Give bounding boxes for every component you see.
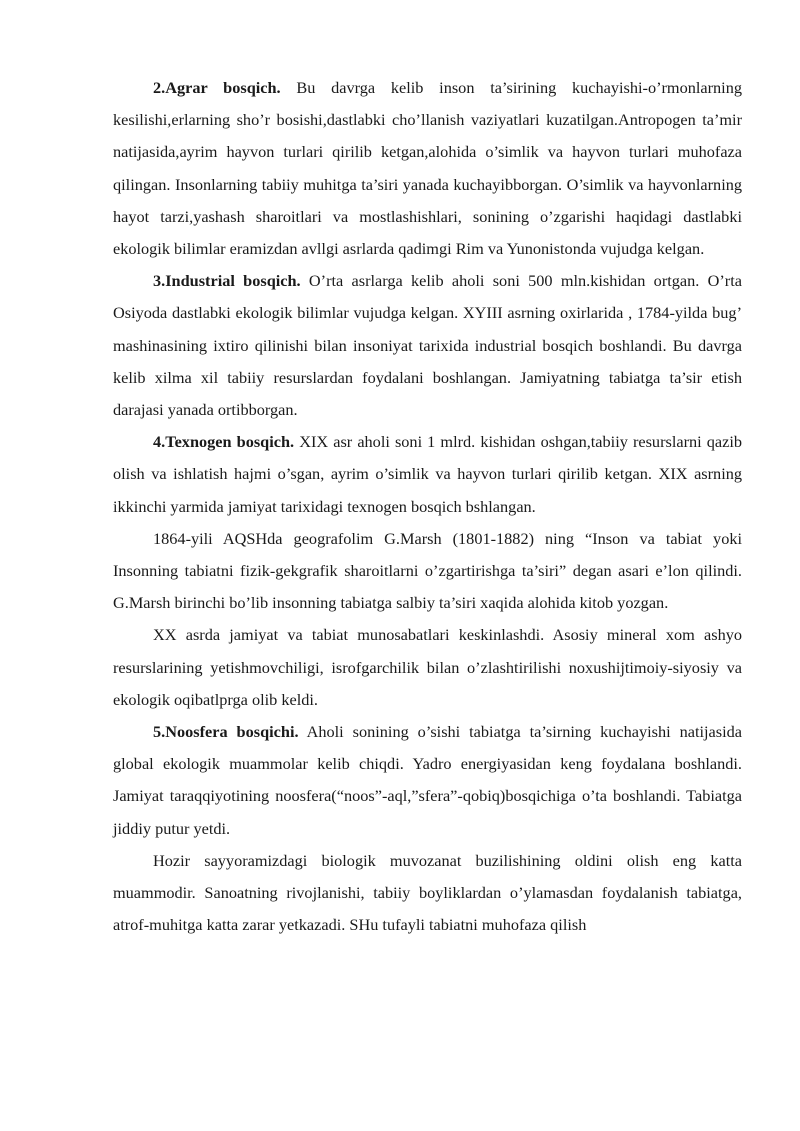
paragraph-text: 1864-yili AQSHda geografolim G.Marsh (1801-1882) ning “Inson va tabiat yoki Insonning tabiatni fizik-gekgrafik sharoitlarni o’zgartirishga ta’siri” degan asari e’lon qilindi. G.Marsh birinchi bo’lib insonning tabiatga salbiy ta’siri xaqida alohida kitob yozgan.: [113, 528, 742, 613]
paragraph-text: O’rta asrlarga kelib aholi soni 500 mln.kishidan ortgan. O’rta Osiyoda dastlabki ekologik bilimlar vujudga kelgan. XYIII asrning oxirlarida , 1784-yilda bug’ mashinasining ixtiro qilinishi bilan insoniyat tarixida industrial bosqich boshlandi. Bu davrga kelib xilma xil tabiiy resurslardan foydalani boshlangan. Jamiyatning tabiatga ta’sir etish darajasi yanada ortibborgan.: [113, 271, 742, 420]
heading-texnogen: 4.Texnogen bosqich.: [153, 432, 295, 452]
paragraph-marsh: [113, 523, 742, 620]
paragraph-text: Bu davrga kelib inson ta’sirining kuchayishi-o’rmonlarning kesilishi,erlarning sho’r bosishi,dastlabki cho’llanish vaziyatlari kuzatilgan.Antropogen ta’mir natijasida,ayrim hayvon turlari qirilib ketgan,alohida o’simlik va hayvon turlari muhofaza qilingan. Insonlarning tabiiy muhitga ta’siri yanada kuchayibborgan. O’simlik va hayvonlarning hayot tarzi,yashash sharoitlari va mostlashishlari, sonining o’zgarishi haqidagi dastlabki ekologik bilimlar eramizdan avllgi asrlarda qadimgi Rim va Yunonistonda vujudga kelgan.: [113, 78, 742, 259]
paragraph-hozir: [113, 845, 742, 942]
paragraph-text: XX asrda jamiyat va tabiat munosabatlari keskinlashdi. Asosiy mineral xom ashyo resurslarining yetishmovchiligi, isrofgarchilik bilan o’zlashtirilishi noxushijtimoiy-siyosiy va ekologik oqibatlprga olib keldi.: [113, 625, 742, 709]
heading-industrial: 3.Industrial bosqich.: [153, 271, 301, 291]
paragraph-texnogen: [113, 426, 742, 523]
document-page: [113, 72, 742, 941]
paragraph-text: Hozir sayyoramizdagi biologik muvozanat buzilishining oldini olish eng katta muammodir. Sanoatning rivojlanishi, tabiiy boyliklardan o’ylamasdan foydalanish tabiatga, atrof-muhitga katta zarar yetkazadi. SHu tufayli tabiatni muhofaza qilish: [113, 850, 742, 935]
heading-agrar: 2.Agrar bosqich.: [153, 78, 281, 97]
paragraph-text: Aholi sonining o’sishi tabiatga ta’sirning kuchayishi natijasida global ekologik muammolar kelib chiqdi. Yadro energiyasidan keng foydalana boshlandi. Jamiyat taraqqiyotining noosfera(“noos”-aql,”sfera”-qobiq)bosqichiga o’ta boshlandi. Tabiatga jiddiy putur yetdi.: [113, 722, 742, 838]
paragraph-text: XIX asr aholi soni 1 mlrd. kishidan oshgan,tabiiy resurslarni qazib olish va ishlatish hajmi o’sgan, ayrim o’simlik va hayvon turlari qirilib ketgan. XIX asrning ikkinchi yarmida jamiyat tarixidagi texnogen bosqich bshlangan.: [113, 432, 743, 516]
paragraph-agrar: [113, 72, 742, 265]
paragraph-noosfera: [113, 716, 742, 845]
paragraph-industrial: [113, 265, 742, 426]
heading-noosfera: 5.Noosfera bosqichi.: [153, 722, 299, 742]
paragraph-xx-century: [113, 619, 742, 716]
